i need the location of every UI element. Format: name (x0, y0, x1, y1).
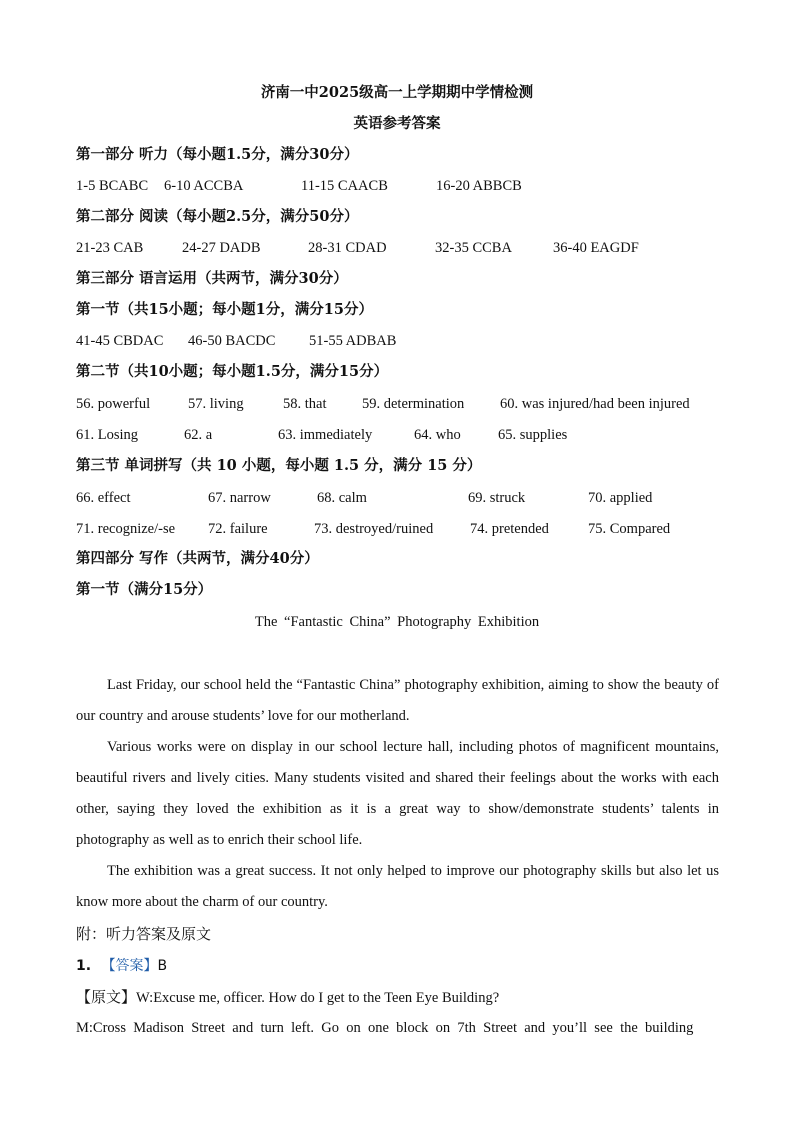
question-1-answer (76, 956, 167, 976)
essay-paragraph: Various works were on display in our school lecture hall, including photos of magnificent mountains, beautiful rivers and lively cities. Many students visited and shared their feelings about the works with each other, saying they loved the exhibition as it is a great way to show/demonstrate students’ talents in photography as well as to enrich their school life. (76, 739, 719, 848)
transcript-tag: 【原文】 (76, 988, 137, 1006)
essay-title: The “Fantastic China” Photography Exhibition (254, 614, 540, 630)
answer-group: 41-45 CBDAC (76, 333, 164, 349)
answer-item: 66. effect (76, 490, 131, 506)
answer-item: 60. was injured/had been injured (500, 396, 690, 412)
answer-item: 65. supplies (498, 427, 568, 443)
answer-item: 67. narrow (208, 490, 271, 506)
essay-paragraph: Last Friday, our school held the “Fantastic China” photography exhibition, aiming to show the beauty of our country and arouse students’ love for our motherland. (76, 677, 719, 724)
answer-group: 6-10 ACCBA (164, 178, 244, 194)
answer-item: 59. determination (362, 396, 465, 412)
answer-item: 62. a (184, 427, 213, 443)
part4-section1-heading: 第一节（满分15分） (76, 581, 213, 598)
answer-item: 69. struck (468, 490, 526, 506)
part2-heading: 第二部分 阅读（每小题2.5分，满分50分） (76, 208, 359, 225)
document-title: 济南一中2025级高一上学期期中学情检测 (260, 84, 534, 101)
answer-item: 57. living (188, 396, 244, 412)
answer-item: 75. Compared (588, 521, 671, 537)
appendix-heading: 附：听力答案及原文 (76, 925, 212, 943)
part4-heading: 第四部分 写作（共两节，满分40分） (76, 550, 319, 567)
answer-item: 63. immediately (278, 427, 373, 443)
answer-item: 64. who (414, 427, 461, 443)
answer-group: 32-35 CCBA (435, 240, 512, 256)
answer-group: 46-50 BACDC (188, 333, 276, 349)
answer-item: 68. calm (317, 490, 367, 506)
answer-group: 1-5 BCABC (76, 178, 149, 194)
answer-group: 28-31 CDAD (308, 240, 387, 256)
answer-group: 11-15 CAACB (301, 178, 388, 194)
answer-item: 70. applied (588, 490, 653, 506)
part1-heading: 第一部分 听力（每小题1.5分，满分30分） (76, 146, 359, 163)
answer-item: 61. Losing (76, 427, 139, 443)
answer-value: B (157, 958, 168, 974)
question-number: 1. (76, 958, 92, 974)
answer-item: 56. powerful (76, 396, 151, 412)
answer-item: 73. destroyed/ruined (314, 521, 434, 537)
answer-group: 51-55 ADBAB (309, 333, 397, 349)
answer-item: 58. that (283, 396, 327, 412)
part3-heading: 第三部分 语言运用（共两节，满分30分） (76, 270, 348, 287)
transcript-line: M:Cross Madison Street and turn left. Go on one block on 7th Street and you’ll see the building (76, 1020, 694, 1036)
document-subtitle: 英语参考答案 (353, 115, 441, 132)
part3-section2-heading: 第二节（共10小题；每小题1.5分，满分15分） (76, 363, 389, 380)
part3-section3-heading: 第三节 单词拼写（共 10 小题，每小题 1.5 分，满分 15 分） (76, 457, 482, 474)
answer-item: 71. recognize/-se (76, 521, 176, 537)
answer-item: 72. failure (208, 521, 268, 537)
answer-group: 24-27 DADB (182, 240, 261, 256)
essay-body (76, 670, 719, 918)
part3-section1-heading: 第一节（共15小题；每小题1分，满分15分） (76, 301, 373, 318)
answer-item: 74. pretended (470, 521, 549, 537)
transcript-line (76, 987, 499, 1008)
answer-group: 21-23 CAB (76, 240, 144, 256)
answer-group: 16-20 ABBCB (436, 178, 522, 194)
answer-tag: 【答案】 (101, 958, 158, 974)
essay-paragraph: The exhibition was a great success. It not only helped to improve our photography skills but also let us know more about the charm of our country. (76, 863, 719, 910)
transcript-text: W:Excuse me, officer. How do I get to the Teen Eye Building? (136, 990, 500, 1006)
answer-group: 36-40 EAGDF (553, 240, 639, 256)
